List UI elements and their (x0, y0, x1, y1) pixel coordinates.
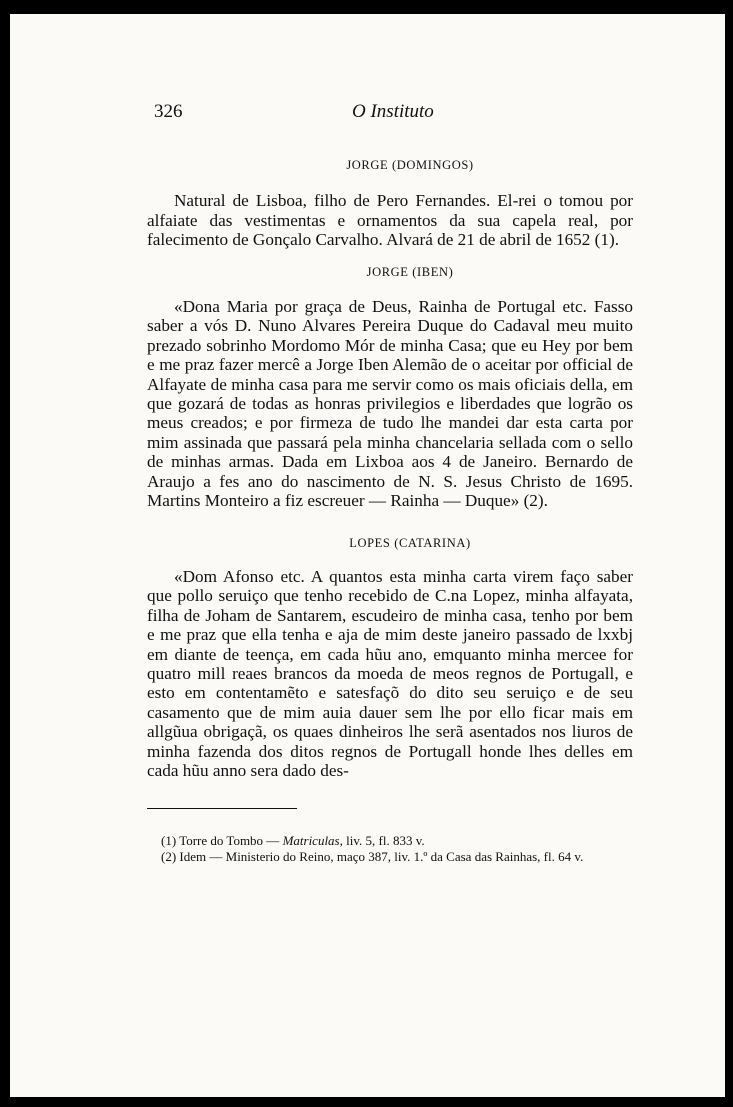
entry-text-lopes-catarina: «Dom Afonso etc. A quantos esta minha carta virem faço saber que pollo seruiço que tenho recebido de C.na Lopez, minha alfayata, filha de Joham de Santarem, escudeiro de minha casa, tenho por bem e me praz que ella tenha e aja de mim deste janeiro passado de lxxbj em diante de teença, em cada hũu ano, emquanto minha mercee for quatro mill reaes brancos da moeda de meos regnos de Portugall, e esto em contentamẽto e satesfaçõ do dito seu seruiço e de seu casamento que de mim auia dauer sem lhe por ello ficar mais em allgũua obrigaçã, os quaes dinheiros lhe serã asentados nos liuros de minha fazenda dos ditos regnos de Portugall honde lhes delles em cada hũu anno sera dado des- (147, 566, 633, 780)
footnotes (147, 833, 633, 864)
entry-heading-jorge-domingos: JORGE (DOMINGOS) (346, 158, 474, 172)
footnote-number: (1) (161, 833, 177, 849)
running-head (147, 92, 633, 122)
footnote-1 (147, 833, 633, 849)
footnote-rule (147, 808, 297, 809)
footnote-text: liv. 5, fl. 833 v. (346, 833, 425, 849)
document-page (147, 92, 633, 864)
footnote-text: Idem — Ministerio do Reino, maço 387, liv. 1.º da Casa das Rainhas, fl. 64 v. (179, 848, 584, 864)
footnote-number: (2) (161, 848, 177, 864)
page-number: 326 (154, 101, 183, 122)
entry-text-jorge-iben: «Dona Maria por graça de Deus, Rainha de Portugal etc. Fasso saber a vós D. Nuno Alvares Pereira Duque do Cadaval meu muito prezado sobrinho Mordomo Mór de minha Casa; que eu Hey por bem e me praz fazer mercê a Jorge Iben Alemão de o aceitar por official de Alfayate de minha casa para me servir como os mais oficiais della, em que gozará de todas as honras privilegios e liberdades que logrão os meus creados; e por firmeza de tudo lhe mandei dar esta carta por mim assinada que passará pela minha chancelaria sellada com o sello de minhas armas. Dada em Lixboa aos 4 de Janeiro. Bernardo de Araujo a fes ano do nascimento de N. S. Jesus Christo de 1695. Martins Monteiro a fiz escreuer — Rainha — Duque» (2). (147, 297, 633, 511)
footnote-italic: Matriculas, (282, 833, 343, 849)
entry-heading-jorge-iben: JORGE (IBEN) (366, 264, 454, 279)
running-title: O Instituto (352, 101, 434, 122)
footnote-text: Torre do Tombo — (179, 833, 280, 849)
entry-text-jorge-domingos: Natural de Lisboa, filho de Pero Fernandes. El-rei o tomou por alfaiate das vestimentas e ornamentos da sua capela real, por falecimento de Gonçalo Carvalho. Alvará de 21 de abril de 1652 (1). (147, 191, 633, 250)
footnote-2 (147, 849, 633, 865)
entry-heading-lopes-catarina: LOPES (CATARINA) (349, 535, 471, 550)
